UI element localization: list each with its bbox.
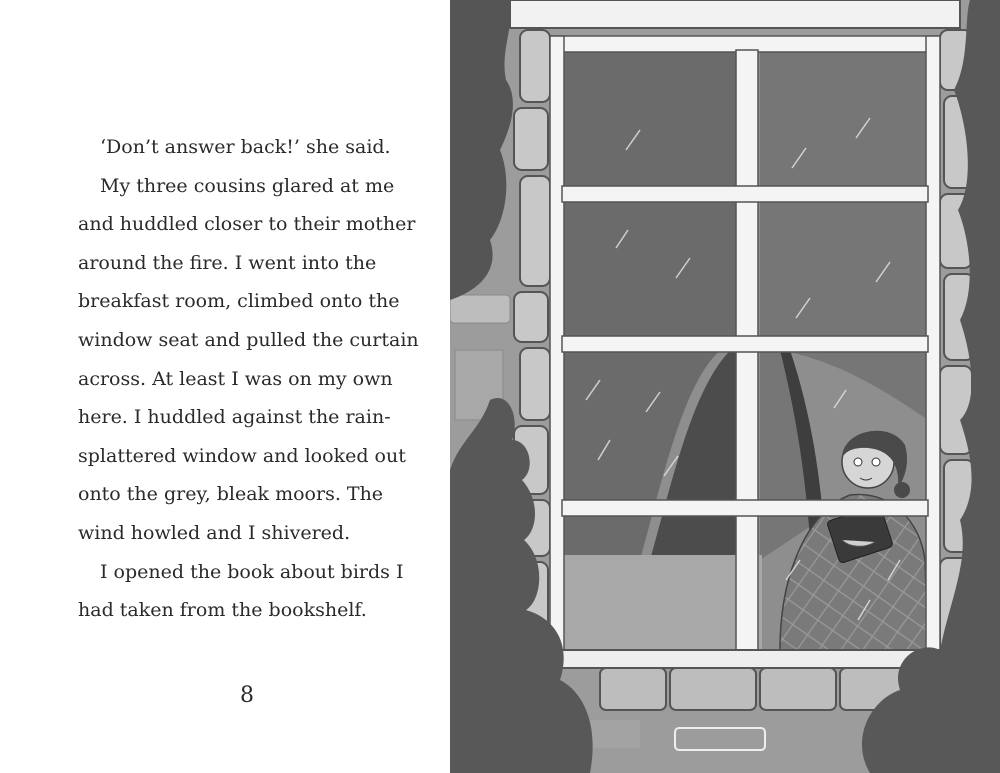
text-line: ‘Don’t answer back!’ she said. — [100, 136, 391, 158]
text-page — [0, 0, 450, 773]
outer-sill — [540, 650, 950, 668]
wall-brick — [450, 295, 510, 323]
text-line: I opened the book about birds I — [100, 560, 404, 583]
text-line: around the fire. I went into the — [78, 251, 377, 274]
text-line: here. I huddled against the rain- — [78, 406, 391, 429]
text-line: window seat and pulled the curtain — [78, 328, 419, 351]
story-text — [78, 128, 438, 630]
text-line: splattered window and looked out — [78, 444, 406, 467]
window-illustration — [450, 0, 1000, 773]
text-line: had taken from the bookshelf. — [78, 599, 367, 622]
text-line: breakfast room, climbed onto the — [78, 290, 400, 313]
sill-stones — [600, 668, 920, 710]
text-line: across. At least I was on my own — [78, 367, 393, 390]
page-number: 8 — [240, 683, 254, 708]
text-line: and huddled closer to their mother — [78, 213, 416, 236]
window-lintel — [510, 0, 960, 28]
text-line: onto the grey, bleak moors. The — [78, 483, 384, 506]
window-sill — [562, 555, 762, 650]
text-line: My three cousins glared at me — [100, 174, 395, 197]
text-line: wind howled and I shivered. — [78, 521, 351, 544]
